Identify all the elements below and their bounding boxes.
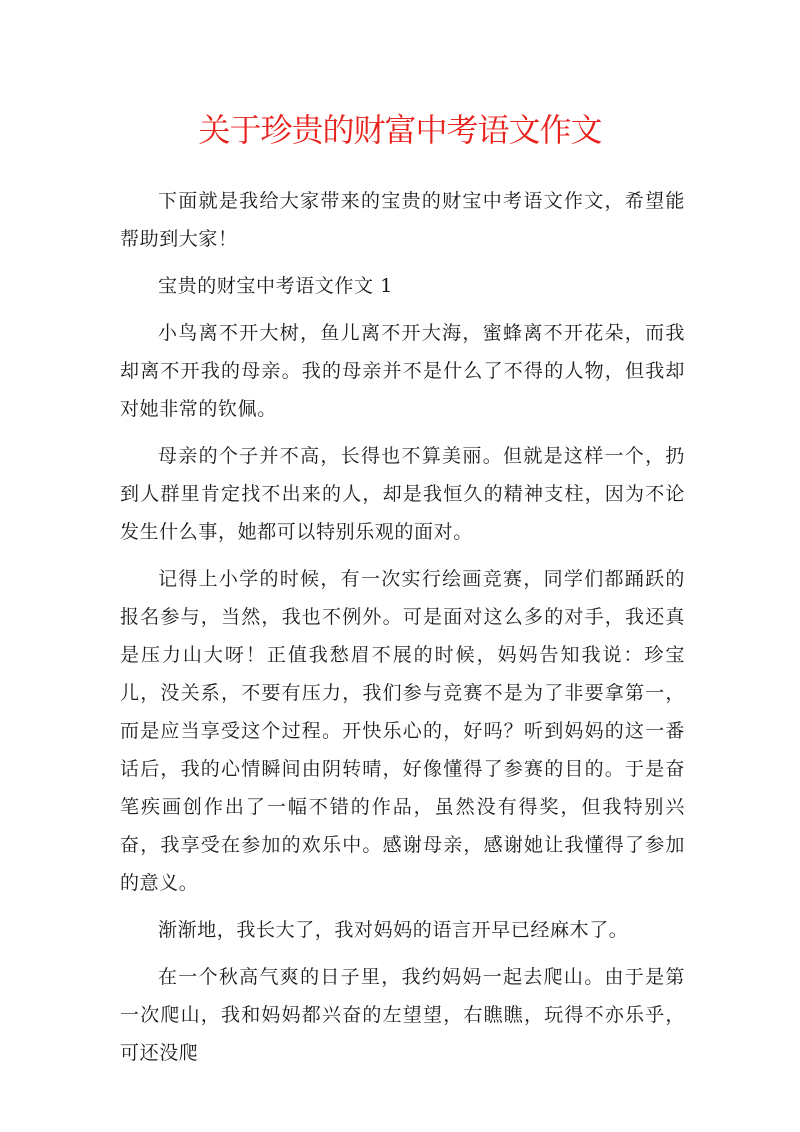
document-body	[120, 182, 685, 1081]
paragraph: 母亲的个子并不高，长得也不算美丽。但就是这样一个，扔到人群里肯定找不出来的人，却是我恒久的精神支柱，因为不论发生什么事，她都可以特别乐观的面对。	[120, 445, 685, 543]
document-title: 关于珍贵的财富中考语文作文	[198, 111, 602, 149]
paragraph: 记得上小学的时候，有一次实行绘画竞赛，同学们都踊跃的报名参与，当然，我也不例外。可是面对这么多的对手，我还真是压力山大呀！正值我愁眉不展的时候，妈妈告知我说：珍宝儿，没关系，不要有压力，我们参与竞赛不是为了非要拿第一，而是应当享受这个过程。开快乐心的，好吗？听到妈妈的这一番话后，我的心情瞬间由阴转晴，好像懂得了参赛的目的。于是奋笔疾画创作出了一幅不错的作品，虽然没有得奖，但我特别兴奋，我享受在参加的欢乐中。感谢母亲，感谢她让我懂得了参加的意义。	[120, 568, 685, 894]
paragraph: 渐渐地，我长大了，我对妈妈的语言开早已经麻木了。	[158, 919, 629, 941]
paragraph: 在一个秋高气爽的日子里，我约妈妈一起去爬山。由于是第一次爬山，我和妈妈都兴奋的左望望，右瞧瞧，玩得不亦乐乎，可还没爬	[120, 966, 685, 1064]
paragraph: 小鸟离不开大树，鱼儿离不开大海，蜜蜂离不开花朵，而我却离不开我的母亲。我的母亲并不是什么了不得的人物，但我却对她非常的钦佩。	[120, 322, 685, 420]
paragraph-subheading: 宝贵的财宝中考语文作文 1	[158, 275, 393, 297]
paragraph-intro: 下面就是我给大家带来的宝贵的财宝中考语文作文，希望能帮助到大家！	[120, 190, 685, 250]
